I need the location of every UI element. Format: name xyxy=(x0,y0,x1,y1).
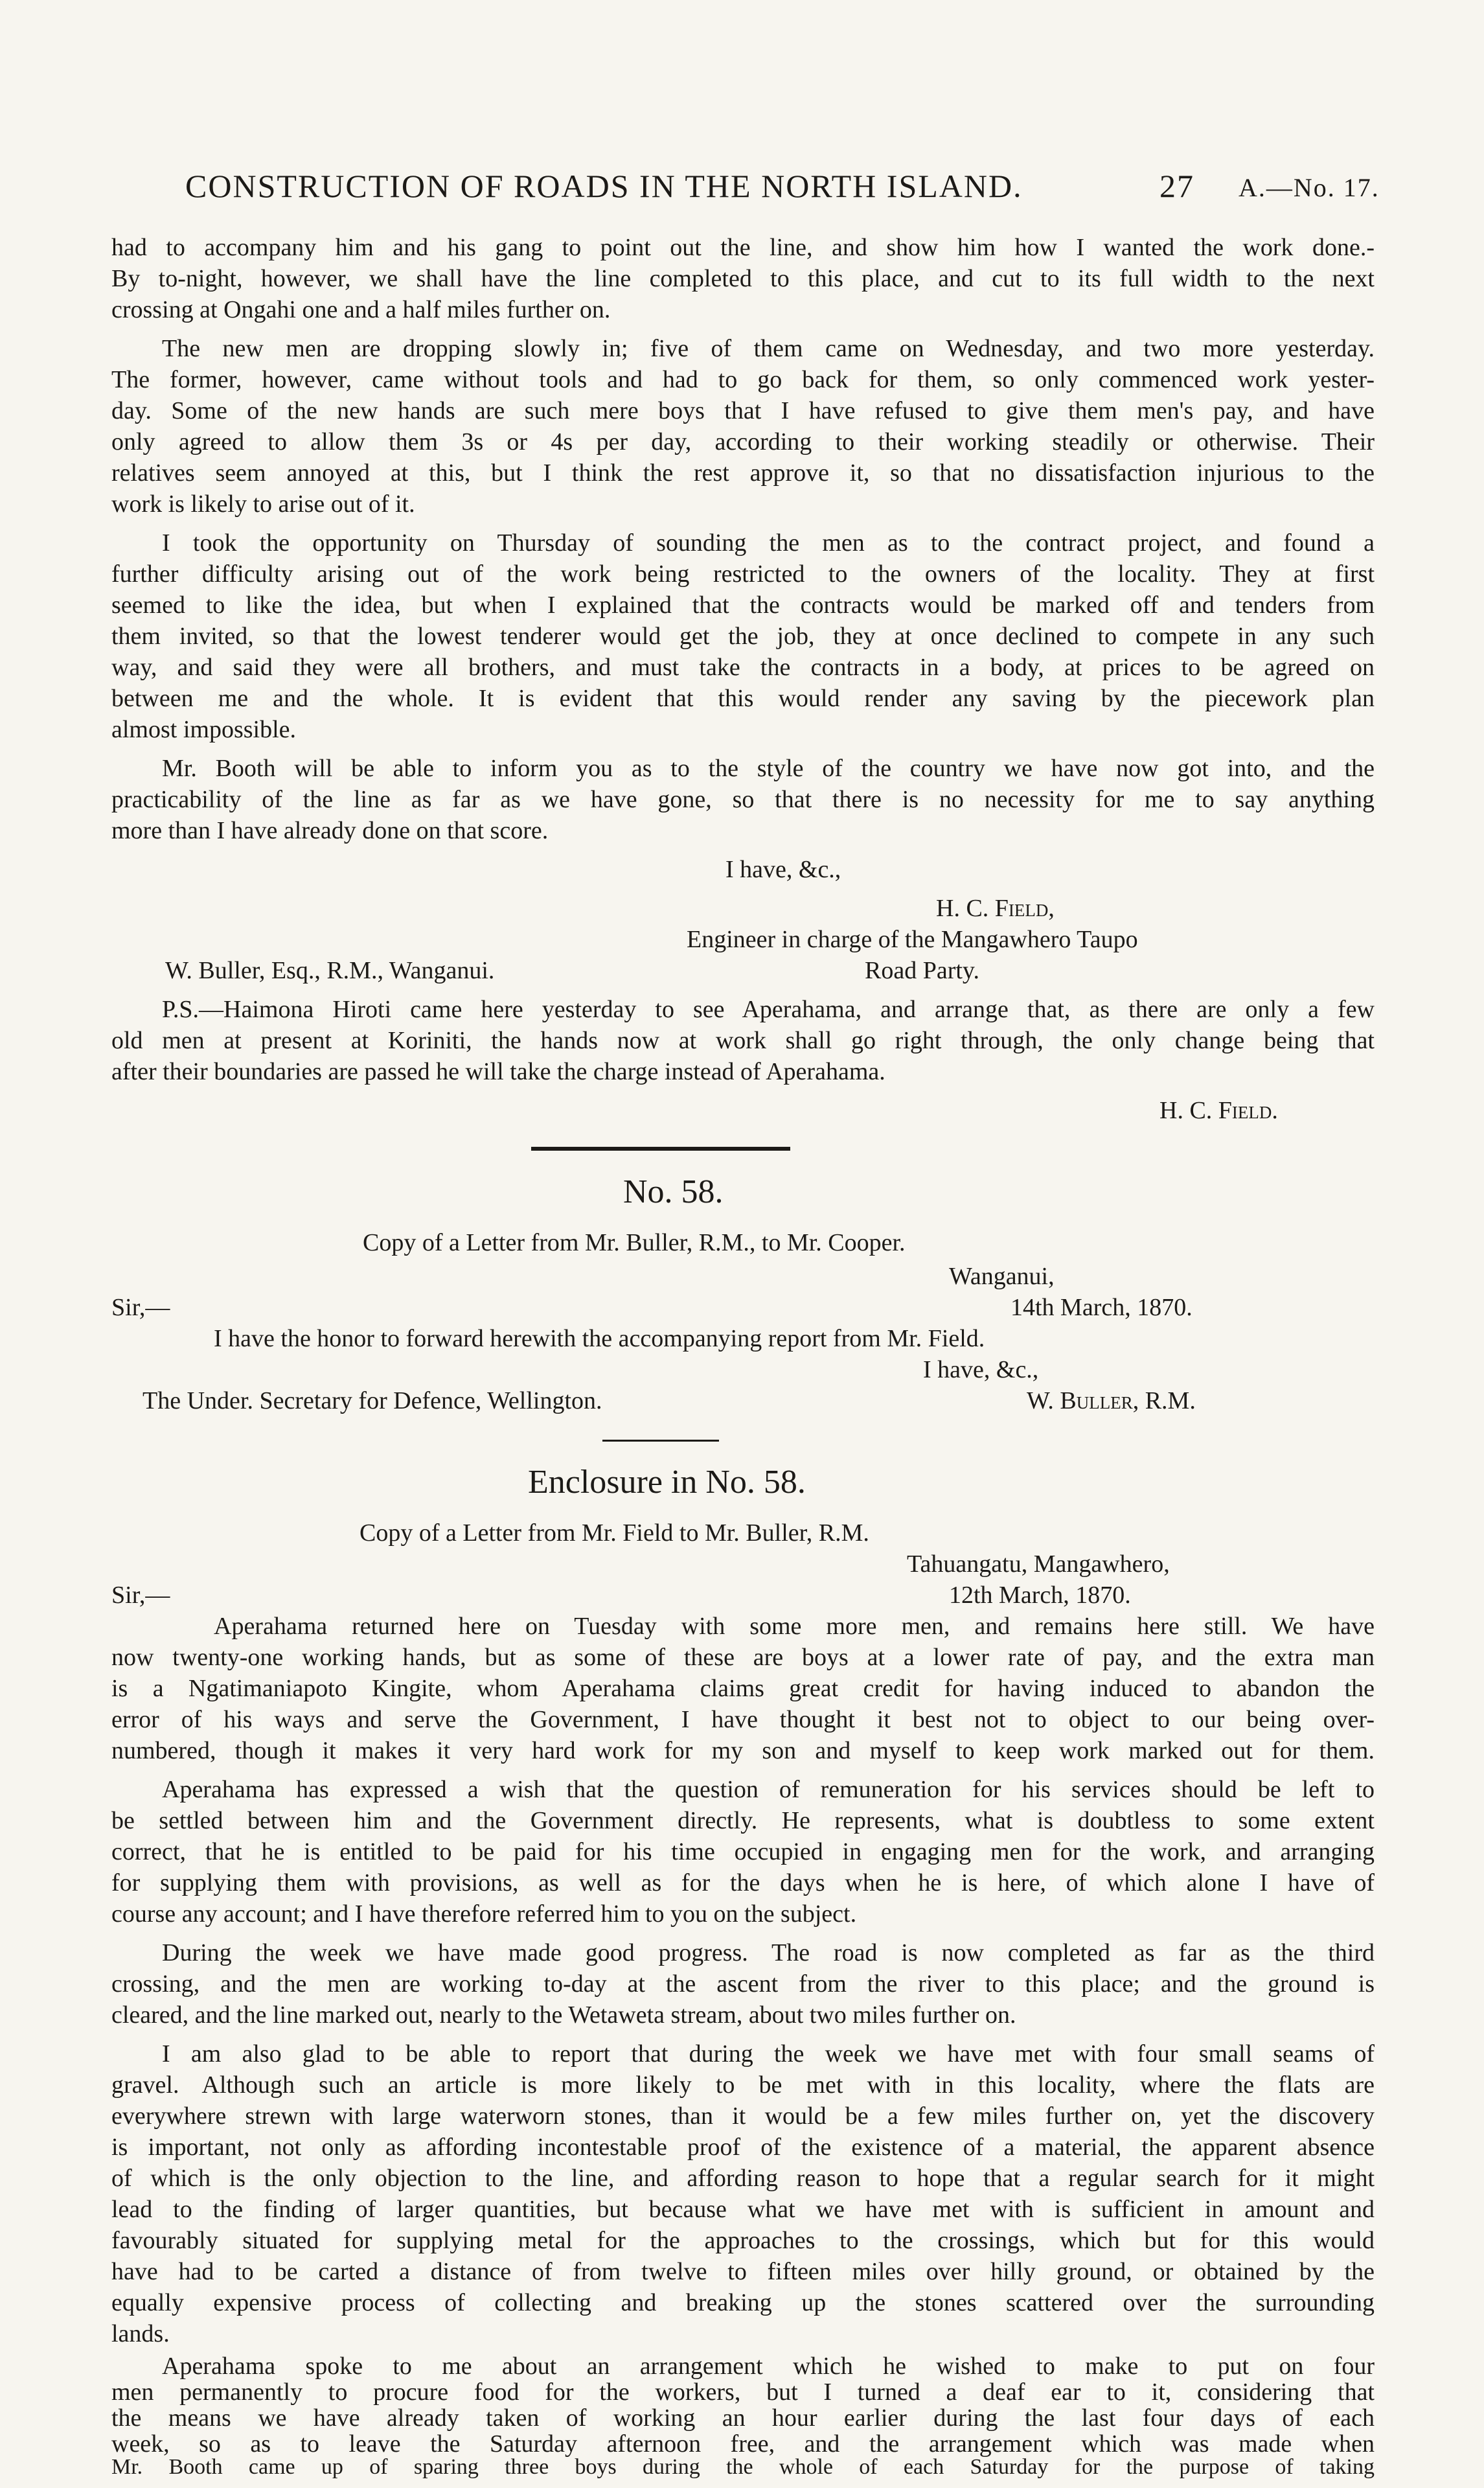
section-subtitle: Copy of a Letter from Mr. Field to Mr. Buller, R.M. xyxy=(360,1519,869,1547)
salutation: Sir,— xyxy=(111,1582,170,1609)
paragraph-line: numbered, though it makes it very hard work for my son and myself to keep work marked out for them. xyxy=(111,1737,1375,1764)
letter-closing: I have, &c., xyxy=(923,1356,1039,1383)
section-subtitle: Copy of a Letter from Mr. Buller, R.M., to Mr. Cooper. xyxy=(363,1229,906,1256)
paragraph-line: Aperahama spoke to me about an arrangement which he wished to make to put on four xyxy=(162,2353,1375,2380)
postscript-line: after their boundaries are passed he will take the charge instead of Aperahama. xyxy=(111,1058,885,1085)
letter-signature: W. Buller, R.M. xyxy=(1027,1387,1196,1414)
paragraph-line: crossing, and the men are working to-day at the ascent from the river to this place; and the ground is xyxy=(111,1970,1375,1998)
paragraph-line: them invited, so that the lowest tenderer would get the job, they at once declined to compete in any such xyxy=(111,623,1375,650)
paragraph-line: relatives seem annoyed at this, but I think the rest approve it, so that no dissatisfaction injurious to the xyxy=(111,459,1375,487)
paragraph-line: course any account; and I have therefore referred him to you on the subject. xyxy=(111,1900,857,1928)
paragraph-line: During the week we have made good progress. The road is now completed as far as the third xyxy=(162,1939,1375,1966)
paragraph-line: cleared, and the line marked out, nearly to the Wetaweta stream, about two miles further on. xyxy=(111,2001,1016,2029)
letter-addressee: The Under. Secretary for Defence, Wellington. xyxy=(143,1387,602,1414)
letter-addressee: W. Buller, Esq., R.M., Wanganui. xyxy=(165,957,495,984)
salutation: Sir,— xyxy=(111,1294,170,1321)
letter-place: Tahuangatu, Mangawhero, xyxy=(907,1550,1170,1578)
letter-signature: H. C. Field, xyxy=(936,895,1055,922)
paragraph-line: Aperahama has expressed a wish that the question of remuneration for his services should be left to xyxy=(162,1776,1375,1803)
paragraph-line: The former, however, came without tools and had to go back for them, so only commenced work yester- xyxy=(111,366,1375,393)
paragraph-line: have had to be carted a distance of from twelve to fifteen miles over hilly ground, or obtained by the xyxy=(111,2258,1375,2285)
page-number: 27 xyxy=(1159,168,1194,204)
postscript-line: P.S.—Haimona Hiroti came here yesterday to see Aperahama, and arrange that, as there are only a few xyxy=(162,996,1375,1023)
paragraph-line: crossing at Ongahi one and a half miles further on. xyxy=(111,296,611,323)
paragraph-line: had to accompany him and his gang to point out the line, and show him how I wanted the work done.- xyxy=(111,234,1375,261)
paragraph-line: correct, that he is entitled to be paid for his time occupied in engaging men for the work, and arranging xyxy=(111,1838,1375,1865)
paragraph-line: lands. xyxy=(111,2320,170,2347)
paragraph-line: Mr. Booth came up of sparing three boys during the whole of each Saturday for the purpose of taking xyxy=(111,2455,1375,2479)
paragraph-line: men permanently to procure food for the workers, but I turned a deaf ear to it, considering that xyxy=(111,2379,1375,2406)
signer-title: Road Party. xyxy=(865,957,979,984)
section-divider xyxy=(602,1440,719,1442)
paragraph-line: more than I have already done on that score. xyxy=(111,817,549,844)
postscript-line: old men at present at Koriniti, the hands now at work shall go right through, the only change being that xyxy=(111,1027,1375,1054)
section-heading: No. 58. xyxy=(623,1173,724,1210)
letter-body: I have the honor to forward herewith the accompanying report from Mr. Field. xyxy=(214,1325,985,1352)
paragraph-line: I took the opportunity on Thursday of sounding the men as to the contract project, and found a xyxy=(162,529,1375,557)
paragraph-line: only agreed to allow them 3s or 4s per day, according to their working steadily or otherwise. Their xyxy=(111,428,1375,455)
paragraph-line: now twenty-one working hands, but as some of these are boys at a lower rate of pay, and the extra man xyxy=(111,1644,1375,1671)
paragraph-line: further difficulty arising out of the work being restricted to the owners of the locality. They at first xyxy=(111,560,1375,588)
paragraph-line: By to-night, however, we shall have the line completed to this place, and cut to its full width to the next xyxy=(111,265,1375,292)
paragraph-line: seemed to like the idea, but when I explained that the contracts would be marked off and tenders from xyxy=(111,592,1375,619)
paragraph-line: be settled between him and the Government directly. He represents, what is doubtless to some extent xyxy=(111,1807,1375,1834)
letter-date: 14th March, 1870. xyxy=(1010,1294,1193,1321)
paragraph-line: favourably situated for supplying metal for the approaches to the crossings, which but for this would xyxy=(111,2227,1375,2254)
paragraph-line: is important, not only as affording incontestable proof of the existence of a material, the apparent absence xyxy=(111,2134,1375,2161)
letter-date: 12th March, 1870. xyxy=(949,1582,1131,1609)
paragraph-line: way, and said they were all brothers, and must take the contracts in a body, at prices to be agreed on xyxy=(111,654,1375,681)
section-heading: Enclosure in No. 58. xyxy=(528,1464,806,1501)
paragraph-line: everywhere strewn with large waterworn stones, than it would be a few miles further on, yet the discovery xyxy=(111,2102,1375,2130)
paragraph-line: work is likely to arise out of it. xyxy=(111,490,415,518)
paragraph-line: for supplying them with provisions, as well as for the days when he is here, of which alone I have of xyxy=(111,1869,1375,1896)
paragraph-line: day. Some of the new hands are such mere boys that I have refused to give them men's pay, and have xyxy=(111,397,1375,424)
paragraph-line: The new men are dropping slowly in; five of them came on Wednesday, and two more yesterday. xyxy=(162,335,1375,362)
paragraph-line: practicability of the line as far as we have gone, so that there is no necessity for me to say anything xyxy=(111,786,1375,813)
paragraph-line: almost impossible. xyxy=(111,716,296,743)
signer-title: Engineer in charge of the Mangawhero Taupo xyxy=(687,926,1138,953)
letter-place: Wanganui, xyxy=(949,1263,1055,1290)
letter-closing: I have, &c., xyxy=(725,856,841,883)
paragraph-line: error of his ways and serve the Government, I have thought it best not to object to our being over- xyxy=(111,1706,1375,1733)
document-reference: A.—No. 17. xyxy=(1239,173,1380,202)
paragraph-line: Mr. Booth will be able to inform you as to the style of the country we have now got into, and the xyxy=(162,755,1375,782)
paragraph-line: equally expensive process of collecting and breaking up the stones scattered over the surrounding xyxy=(111,2289,1375,2316)
page-header-title: CONSTRUCTION OF ROADS IN THE NORTH ISLAND. xyxy=(185,168,1023,204)
paragraph-line: Aperahama returned here on Tuesday with some more men, and remains here still. We have xyxy=(214,1613,1375,1640)
paragraph-line: of which is the only objection to the line, and affording reason to hope that a regular search for it might xyxy=(111,2165,1375,2192)
paragraph-line: lead to the finding of larger quantities, but because what we have met with is sufficient in amount and xyxy=(111,2196,1375,2223)
paragraph-line: week, so as to leave the Saturday afternoon free, and the arrangement which was made when xyxy=(111,2430,1375,2458)
paragraph-line: the means we have already taken of working an hour earlier during the last four days of each xyxy=(111,2404,1375,2432)
section-divider xyxy=(531,1147,790,1151)
paragraph-line: I am also glad to be able to report that during the week we have met with four small seams of xyxy=(162,2040,1375,2068)
paragraph-line: between me and the whole. It is evident that this would render any saving by the piecework plan xyxy=(111,685,1375,712)
postscript-signature: H. C. Field. xyxy=(1159,1097,1278,1124)
paragraph-line: is a Ngatimaniapoto Kingite, whom Aperahama claims great credit for having induced to abandon the xyxy=(111,1675,1375,1702)
paragraph-line: gravel. Although such an article is more likely to be met with in this locality, where the flats are xyxy=(111,2071,1375,2099)
